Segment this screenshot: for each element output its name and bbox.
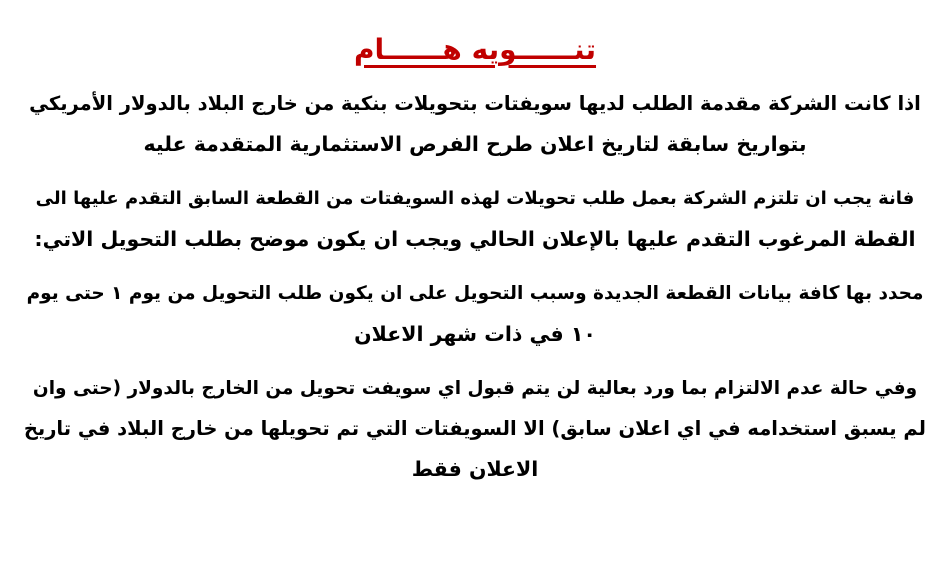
paragraph-4-line-2: لم يسبق استخدامه في اي اعلان سابق) الا السويفتات التي تم تحويلها من خارج البلاد في تاريخ [23, 417, 926, 440]
notice-paragraph-1 [24, 84, 926, 164]
notice-title [24, 30, 926, 70]
paragraph-1-line-1: اذا كانت الشركة مقدمة الطلب لديها سويفتات بتحويلات بنكية من خارج البلاد بالدولار الأمريكي [29, 92, 921, 115]
paragraph-1-line-2: بتواريخ سابقة لتاريخ اعلان طرح الفرص الاستثمارية المتقدمة عليه [143, 132, 807, 156]
paragraph-4-line-1: وفي حالة عدم الالتزام بما ورد بعالية لن يتم قبول اي سويفت تحويل من الخارج بالدولار (حتى وان [32, 378, 918, 399]
paragraph-2-line-2: القطة المرغوب التقدم عليها بالإعلان الحالي ويجب ان يكون موضح بطلب التحويل الاتي: [34, 227, 916, 251]
notice-paragraph-2 [24, 179, 926, 259]
paragraph-3-line-1: محدد بها كافة بيانات القطعة الجديدة وسبب التحويل على ان يكون طلب التحويل من يوم ١ حتى يوم [26, 283, 924, 304]
notice-paragraph-4 [24, 369, 926, 489]
paragraph-2-line-1: فانة يجب ان تلتزم الشركة بعمل طلب تحويلات لهذه السويفتات من القطعة السابق التقدم عليها الى [35, 188, 915, 209]
notice-paragraph-3 [24, 274, 926, 354]
paragraph-3-line-2: ١٠ في ذات شهر الاعلان [354, 322, 596, 346]
paragraph-4-line-3: الاعلان فقط [411, 457, 539, 481]
notice-title-text: تنــــــويه هــــــام [353, 33, 597, 66]
